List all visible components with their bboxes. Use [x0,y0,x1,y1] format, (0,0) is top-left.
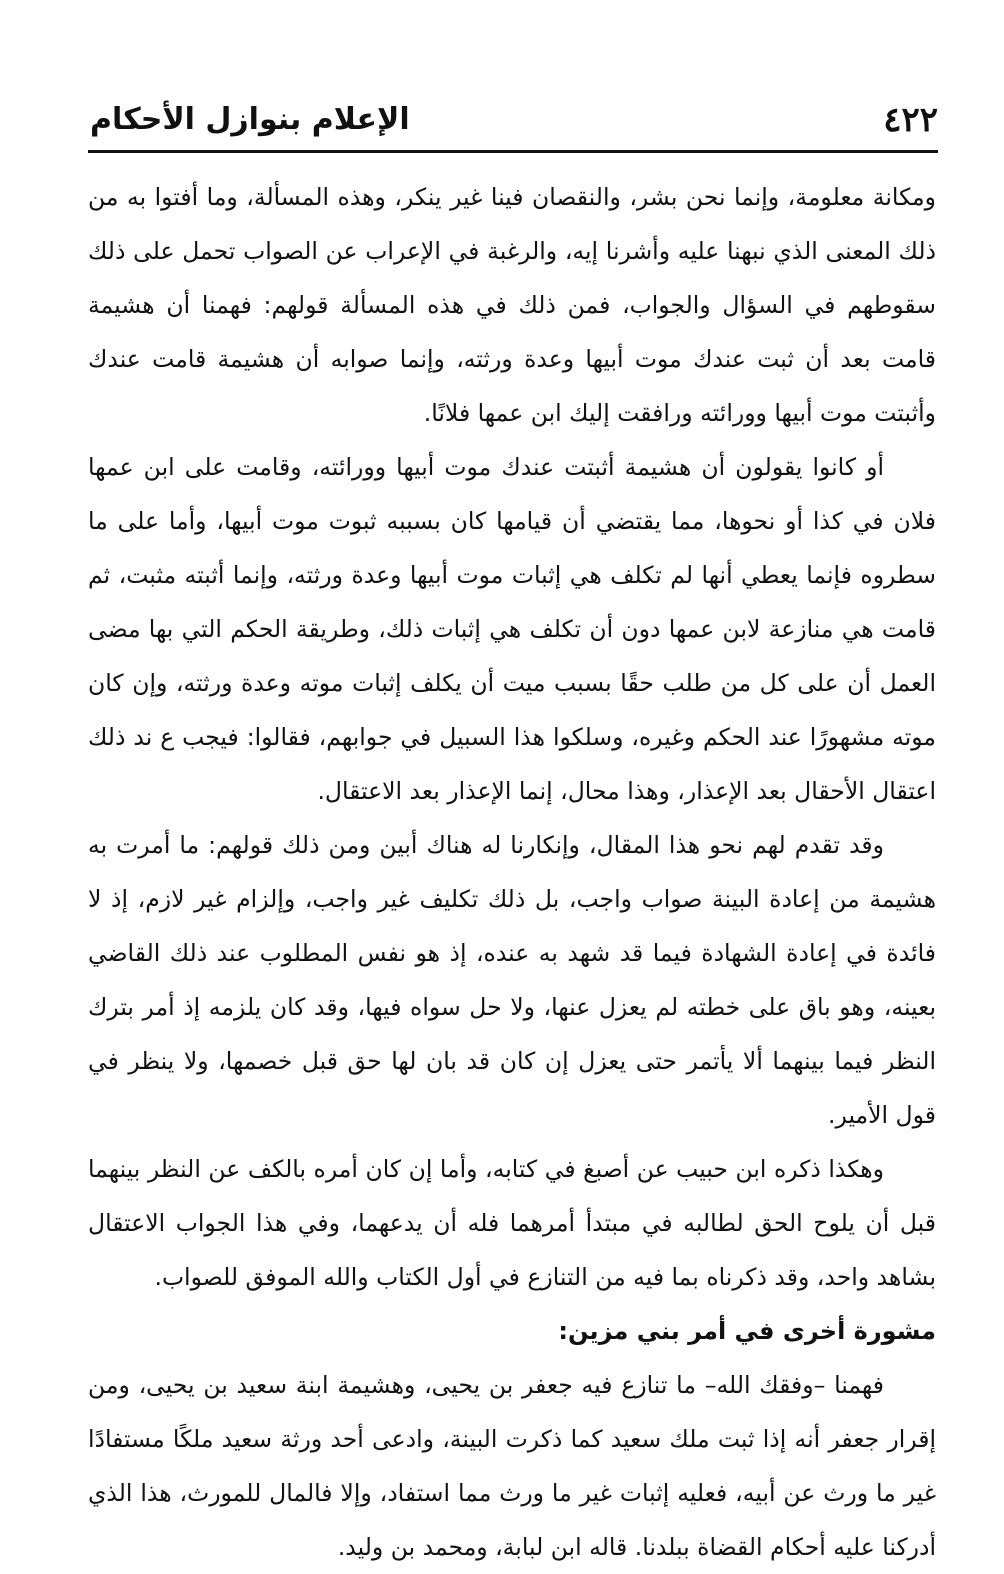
body-text [88,170,936,1574]
paragraph-4: وهكذا ذكره ابن حبيب عن أصبغ في كتابه، وأما إن كان أمره بالكف عن النظر بينهما قبل أن يلوح الحق لطالبه في مبتدأ أمرهما فله أن يدعهما، وفي هذا الجواب الاعتقال بشاهد واحد، وقد ذكرناه بما فيه من التنازع في أول الكتاب والله الموفق للصواب. [88,1155,936,1291]
header-rule [88,150,938,153]
page-header [90,96,938,150]
paragraph-5: فهمنا –وفقك الله– ما تنازع فيه جعفر بن يحيى، وهشيمة ابنة سعيد بن يحيى، ومن إقرار جعفر أنه إذا ثبت ملك سعيد كما ذكرت البينة، وادعى أحد ورثة سعيد ملكًا مستفادًا غير ما ورث عن أبيه، فعليه إثبات غير ما ورث مما استفاد، وإلا فالمال للمورث، هذا الذي أدركنا عليه أحكام القضاة ببلدنا. قاله ابن لبابة، ومحمد بن وليد. [88,1371,936,1561]
page-number: ٤٢٢ [883,100,938,140]
section-heading: مشورة أخرى في أمر بني مزين: [558,1317,936,1345]
paragraph-3: وقد تقدم لهم نحو هذا المقال، وإنكارنا له هناك أبين ومن ذلك قولهم: ما أمرت به هشيمة من إعادة البينة صواب واجب، بل ذلك تكليف غير واجب، وإلزام غير لازم، إذ لا فائدة في إعادة الشهادة فيما قد شهد به عنده، إذ هو نفس المطلوب عند ذلك القاضي بعينه، وهو باق على خطته لم يعزل عنها، ولا حل سواه فيها، وقد كان يلزمه إذ أمر بترك النظر فيما بينهما ألا يأتمر حتى يعزل إن كان قد بان لها حق قبل خصمها، ولا ينظر في قول الأمير. [88,831,936,1129]
paragraph-1: ومكانة معلومة، وإنما نحن بشر، والنقصان فينا غير ينكر، وهذه المسألة، وما أفتوا به من ذلك المعنى الذي نبهنا عليه وأشرنا إيه، والرغبة في الإعراب عن الصواب تحمل على ذلك سقوطهم في السؤال والجواب، فمن ذلك في هذه المسألة قولهم: فهمنا أن هشيمة قامت بعد أن ثبت عندك موت أبيها وعدة ورثته، وإنما صوابه أن هشيمة قامت عندك وأثبتت موت أبيها وورائته ورافقت إليك ابن عمها فلانًا. [88,183,936,427]
running-title: الإعلام بنوازل الأحكام [90,102,410,137]
paragraph-2: أو كانوا يقولون أن هشيمة أثبتت عندك موت أبيها وورائته، وقامت على ابن عمها فلان في كذا أو نحوها، مما يقتضي أن قيامها كان بسببه ثبوت موت أبيها، وأما على ما سطروه فإنما يعطي أنها لم تكلف هي إثبات موت أبيها وعدة ورثته، وإنما أثبته مثبت، ثم قامت هي منازعة لابن عمها دون أن تكلف هي إثبات ذلك، وطريقة الحكم التي بها مضى العمل أن على كل من طلب حقًا بسبب ميت أن يكلف إثبات موته وعدة ورثته، وإن كان موته مشهورًا عند الحكم وغيره، وسلكوا هذا السبيل في جوابهم، فقالوا: فيجب ع ند ذلك اعتقال الأحقال بعد الإعذار، وهذا محال، إنما الإعذار بعد الاعتقال. [88,453,936,805]
